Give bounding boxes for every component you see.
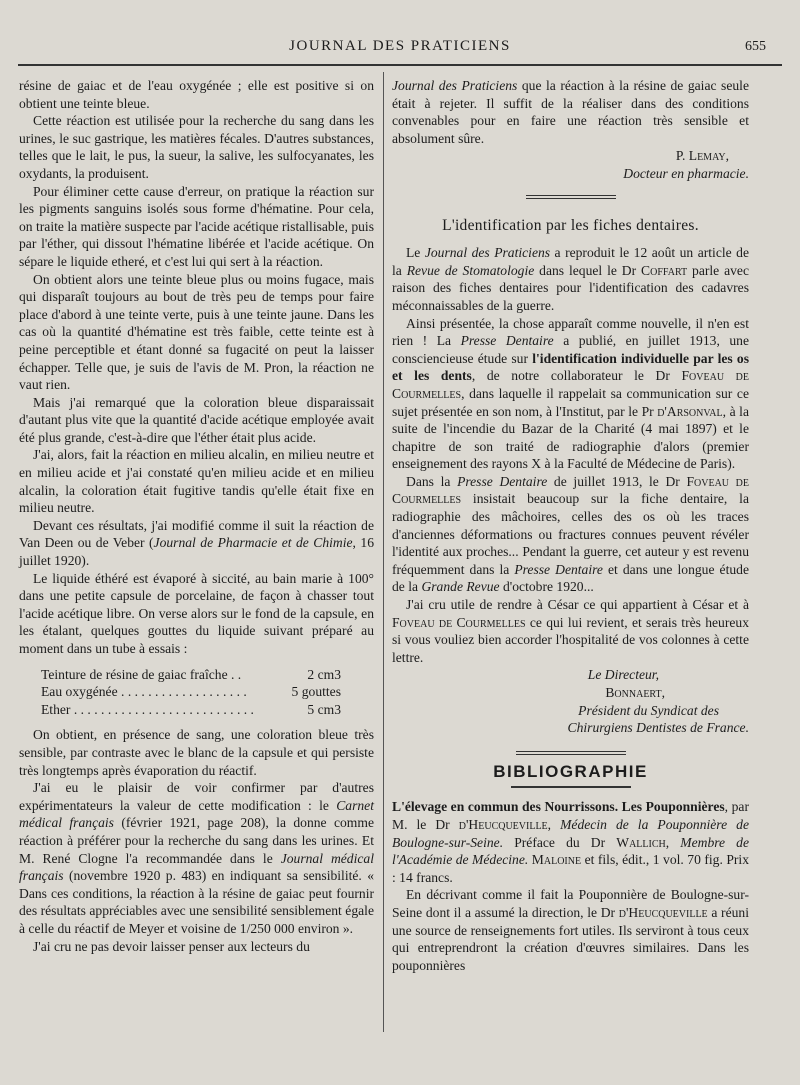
person-name: Foveau de Courmelles [392, 368, 749, 401]
text: (novembre 1920 p. 483) en indiquant sa sensibilité. « Dans ces conditions, la réaction à la résine de gaiac peut fournir des résultats appréciables avec une sensibilité sensiblement égale à celle du réactif de Meyer et voisine de 1/250 000 environ ». [19, 868, 374, 936]
paragraph: Cette réaction est utilisée pour la recherche du sang dans les urines, le suc gastrique, les matières fécales. D'autres substances, telles que le lait, le pus, la sueur, la salive, les sulfocyanates, les oxydants, la produisent. [19, 113, 374, 181]
text: , dans laquelle il rappelait sa communication sur ce sujet présentée en son nom, à l'Institut, par le Pr [392, 385, 749, 419]
text: Médecin de la Pouponnière de Boulogne-sur-Seine. [392, 816, 749, 850]
journal-ref: Journal de Pharmacie et de Chimie [153, 535, 353, 551]
quantity: 2 cm3 [307, 666, 341, 682]
paragraph [392, 596, 749, 666]
text: parle avec raison des fiches dentaires pour l'identification des cadavres méconnaissables de la guerre. [392, 262, 749, 313]
recipe-row [41, 701, 341, 719]
text: , par M. le Dr [392, 799, 749, 832]
text: a publié, en juillet 1913, une consciencieuse étude sur [392, 333, 749, 366]
person-name: Coffart [641, 262, 688, 278]
quantity: 5 cm3 [307, 701, 341, 717]
signature-title: Docteur en pharmacie. [623, 165, 749, 181]
paragraph: résine de gaiac et de l'eau oxygénée ; elle est positive si on obtient une teinte bleue. [19, 78, 374, 111]
book-title: L'élevage en commun des Nourrissons. Les Pouponnières [392, 799, 725, 815]
person-name: d'Heucqueville [618, 904, 708, 920]
journal-ref: Presse Dentaire [457, 473, 548, 489]
text: insistait beaucoup sur la fiche dentaire, la radiographie des mâchoires, celles des os où les traces d'anciennes déformations ou fractures connues peuvent révéler l'identité aux proches... Pendant la guerre, cet auteur y est revenu fréquemment dans la [392, 491, 749, 577]
recipe-row [41, 666, 341, 684]
text: , 16 juillet 1920). [19, 535, 374, 569]
recipe-row [41, 683, 341, 701]
ingredient: Eau oxygénée . . . . . . . . . . . . . . . . . . . [41, 684, 247, 700]
text: Le [406, 245, 425, 261]
text: Préface du Dr [503, 834, 617, 850]
paragraph: Le liquide éthéré est évaporé à siccité, au bain marie à 100° dans une petite capsule de porcelaine, de façon à chasser tout l'acide acétique libre. On verse alors sur le fond de la capsule, en les étalant, quelques gouttes du liquide suivant préparé au moment dans un tube à essais : [19, 570, 374, 656]
section-divider [516, 751, 626, 755]
person-name: Foveau de Courmelles [392, 473, 750, 507]
text: Dans la [406, 473, 458, 489]
right-column [392, 77, 749, 974]
text: En décrivant comme il fait la Pouponnière de Boulogne-sur-Seine dont il a assumé la direction, le Dr [392, 887, 749, 920]
person-name: d'Arsonval [657, 403, 723, 419]
journal-ref: Journal médical français [19, 850, 374, 884]
section-divider [511, 786, 631, 788]
journal-title: JOURNAL DES PRATICIENS [289, 38, 511, 54]
quantity: 5 gouttes [291, 684, 341, 700]
text: , [547, 816, 561, 832]
person-name: Wallich [616, 834, 666, 850]
journal-ref: Presse Dentaire [514, 561, 603, 577]
paragraph [392, 244, 749, 314]
signature-title: Président du Syndicat des [578, 702, 719, 718]
text: d'octobre 1920... [499, 579, 594, 595]
paragraph [19, 779, 374, 937]
paragraph: Mais j'ai remarqué que la coloration bleue disparaissait d'autant plus vite que la quantité d'acide acétique employée avait été plus grande, c'est-à-dire que l'éther était plus acide. [19, 394, 374, 445]
paragraph [19, 517, 374, 570]
paragraph: J'ai cru ne pas devoir laisser penser aux lecteurs du [33, 938, 310, 954]
paragraph: On obtient alors une teinte bleue plus ou moins fugace, mais qui disparaît toujours au bout de très peu de temps pour faire place d'abord à une teinte verte, puis à une teinte jaune. Dans les cas où la quantité d'hématine est très faible, cette teinte est à peine perceptible et étant donné sa fugacité on peut la laisser échapper. Telle que, je suis de l'avis de M. Pron, la réaction ne vaut rien. [19, 271, 374, 393]
ingredient: Ether . . . . . . . . . . . . . . . . . . . . . . . . . . . [41, 701, 254, 717]
journal-ref: Presse Dentaire [460, 333, 554, 349]
text: J'ai cru utile de rendre à César ce qui appartient à César et à [406, 597, 749, 613]
paragraph [392, 315, 749, 473]
paragraph [392, 473, 749, 596]
signature-title: Chirurgiens Dentistes de France. [567, 720, 749, 736]
recipe-list [41, 666, 341, 719]
journal-ref: Journal des Praticiens [392, 78, 518, 93]
text: a reproduit le 12 août un article de la [392, 245, 749, 278]
text: , à la suite de l'incendie du Bazar de la Charité (4 mai 1897) et le chapitre de son traité de radiographie d'alors (premier enseignement des rayons X à la Faculté de Médecine de Paris). [392, 403, 749, 472]
page-number: 655 [745, 39, 766, 54]
paragraph [392, 886, 749, 974]
journal-ref: Grande Revue [421, 579, 500, 595]
text: et dans une longue étude de la [392, 561, 749, 595]
journal-ref: Journal des Praticiens [424, 245, 551, 261]
signature-name: Bonnaert, [605, 685, 665, 700]
section-divider [526, 195, 616, 199]
journal-ref: Revue de Stomatologie [406, 262, 535, 278]
bibliography-title: BIBLIOGRAPHIE [493, 761, 648, 781]
text: que la réaction à la résine de gaiac seule était à rejeter. Il suffit de la réaliser dans des conditions convenables pour en faire une réaction très sensible et absolument sûre. [392, 78, 749, 146]
text: Membre de l'Académie de Médecine. [392, 834, 750, 868]
signature-role: Le Directeur, [587, 667, 659, 683]
paragraph: On obtient, en présence de sang, une coloration bleue très sensible, par contraste avec le blanc de la capsule et qui persiste très longtemps après évaporation du réactif. [19, 727, 374, 778]
text: a réuni une source de renseignements fort utiles. Ils serviront à tous ceux qui entreprendront la création d'œuvres similaires. Dans les pouponnières [392, 904, 749, 973]
journal-ref: Carnet médical français [19, 797, 374, 831]
person-name: Foveau de Courmelles [392, 614, 526, 630]
text: J'ai eu le plaisir de voir confirmer par d'autres expérimentateurs la valeur de cette modification : le [19, 780, 374, 813]
paragraph: Pour éliminer cette cause d'erreur, on pratique la réaction sur les pigments sanguins isolés sous forme d'hématine. Pour cela, on traite la matière suspecte par l'acide acétique ristallisable, puis par l'éther, qui dissout l'hématine libérée et l'acide acétique. On sépare le liquide etheré, et c'est lui qui sert à la réaction. [19, 183, 374, 269]
text: de juillet 1913, le Dr [547, 473, 687, 489]
text: (février 1921, page 208), la donne comme réaction à préférer pour la recherche du sang dans les urines. Et M. René Clogne l'a recommandée dans le [19, 815, 374, 866]
text: Ainsi présentée, la chose apparaît comme nouvelle, il n'en est rien ! La [392, 315, 749, 349]
section-title: L'identification par les fiches dentaires. [442, 216, 699, 234]
ingredient: Teinture de résine de gaiac fraîche . . [41, 666, 242, 682]
publisher-name: Maloine [531, 852, 582, 868]
text: dans lequel le Dr [534, 262, 642, 278]
bibliography-entry [392, 798, 749, 886]
text: Devant ces résultats, j'ai modifié comme il suit la réaction de Van Deen ou de Veber ( [19, 517, 374, 551]
bold-text: l'identification individuelle par les os et les dents [392, 350, 749, 384]
paragraph [392, 77, 749, 147]
text: et fils, édit., 1 vol. 70 fig. Prix : 14 francs. [392, 852, 749, 885]
text: , [665, 834, 681, 850]
left-column [19, 77, 374, 955]
person-name: d'Heucqueville [458, 816, 548, 832]
column-divider [383, 72, 384, 1032]
signature-name: P. Lemay, [675, 148, 729, 164]
paragraph: J'ai, alors, fait la réaction en milieu alcalin, en milieu neutre et en milieu acide et j'ai constaté qu'en milieu acide et en milieu alcalin, la coloration était fugitive tandis qu'elle était fixe en milieu neutre. [19, 447, 374, 516]
header-rule [18, 64, 782, 66]
page-header [18, 38, 782, 62]
text: , de notre collaborateur le Dr [471, 368, 682, 384]
text: ce qui lui revient, et serais très heureux si vous vouliez bien accorder l'hospitalité de vos colonnes à cette lettre. [392, 614, 749, 665]
